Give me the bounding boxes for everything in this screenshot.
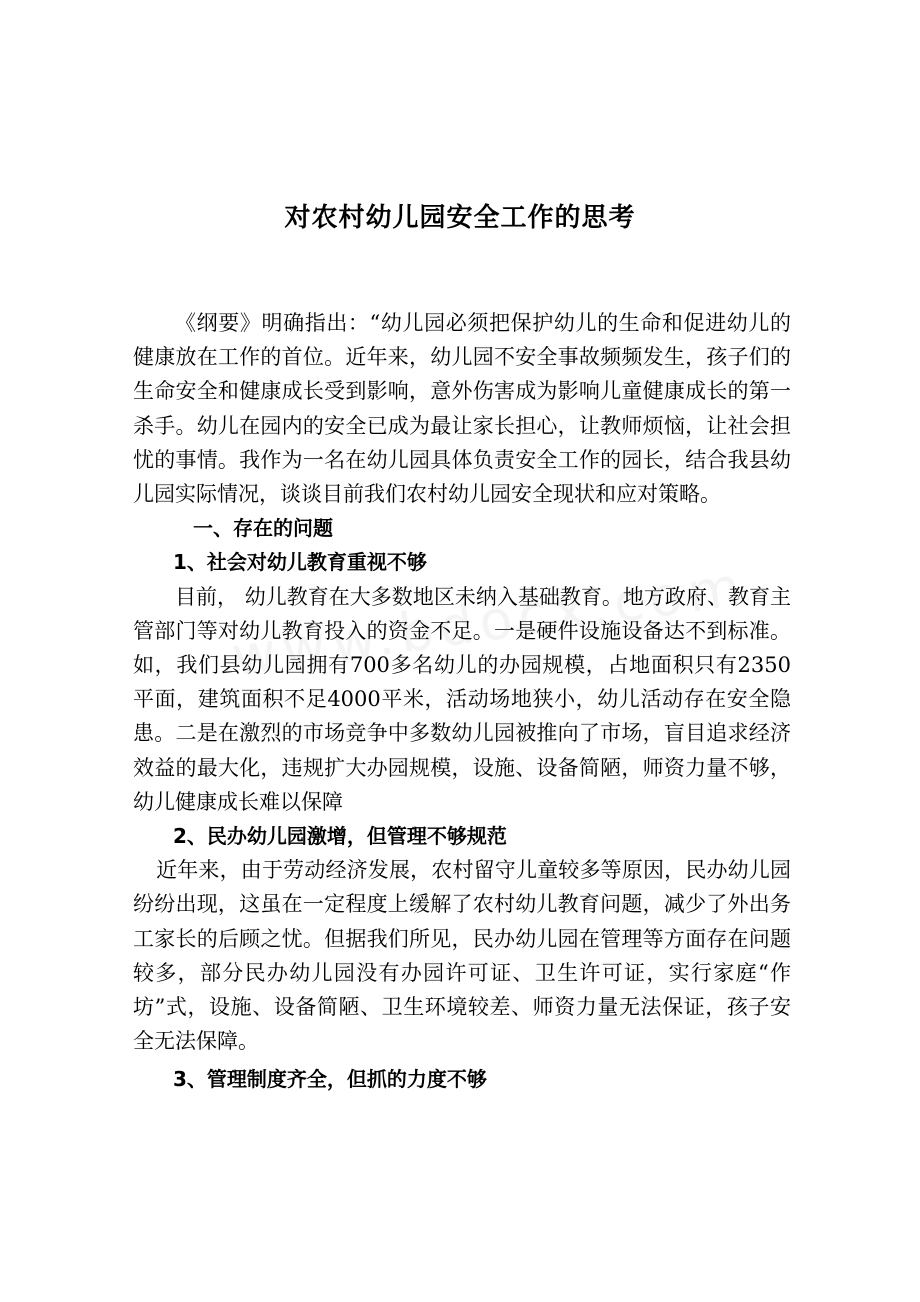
subheading-1: 1、社会对幼儿教育重视不够 (173, 550, 427, 575)
document-body (133, 306, 791, 1097)
subheading-2: 2、民办幼儿园激增，但管理不够规范 (173, 824, 507, 849)
subheading-3: 3、管理制度齐全，但抓的力度不够 (173, 1067, 487, 1092)
paragraph-1: 目前， 幼儿教育在大多数地区未纳入基础教育。地方政府、教育主管部门等对幼儿教育投入的资金不足。一是硬件设施设备达不到标准。如，我们县幼儿园拥有700多名幼儿的办园规模，占地面积只有2350平面，建筑面积不足4000平米，活动场地狭小，幼儿活动存在安全隐患。二是在激烈的市场竞争中多数幼儿园被推向了市场，盲目追求经济效益的最大化，违规扩大办园规模，设施、设备简陋，师资力量不够，幼儿健康成长难以保障 (133, 584, 791, 814)
intro-paragraph: 《纲要》明确指出：“幼儿园必须把保护幼儿的生命和促进幼儿的健康放在工作的首位。近年来，幼儿园不安全事故频频发生，孩子们的生命安全和健康成长受到影响，意外伤害成为影响儿童健康成长的第一杀手。幼儿在园内的安全已成为最让家长担心，让教师烦恼，让社会担忧的事情。我作为一名在幼儿园具体负责安全工作的园长，结合我县幼儿园实际情况，谈谈目前我们农村幼儿园安全现状和应对策略。 (133, 311, 791, 507)
paragraph-2: 近年来，由于劳动经济发展，农村留守儿童较多等原因，民办幼儿园纷纷出现，这虽在一定程度上缓解了农村幼儿教育问题，减少了外出务工家长的后顾之忧。但据我们所见，民办幼儿园在管理等方面存在问题较多，部分民办幼儿园没有办园许可证、卫生许可证，实行家庭“作坊”式，设施、设备简陋、卫生环境较差、师资力量无法保证，孩子安全无法保障。 (133, 858, 791, 1054)
document-title: 对农村幼儿园安全工作的思考 (284, 203, 636, 233)
section-heading-problems: 一、存在的问题 (193, 516, 333, 541)
